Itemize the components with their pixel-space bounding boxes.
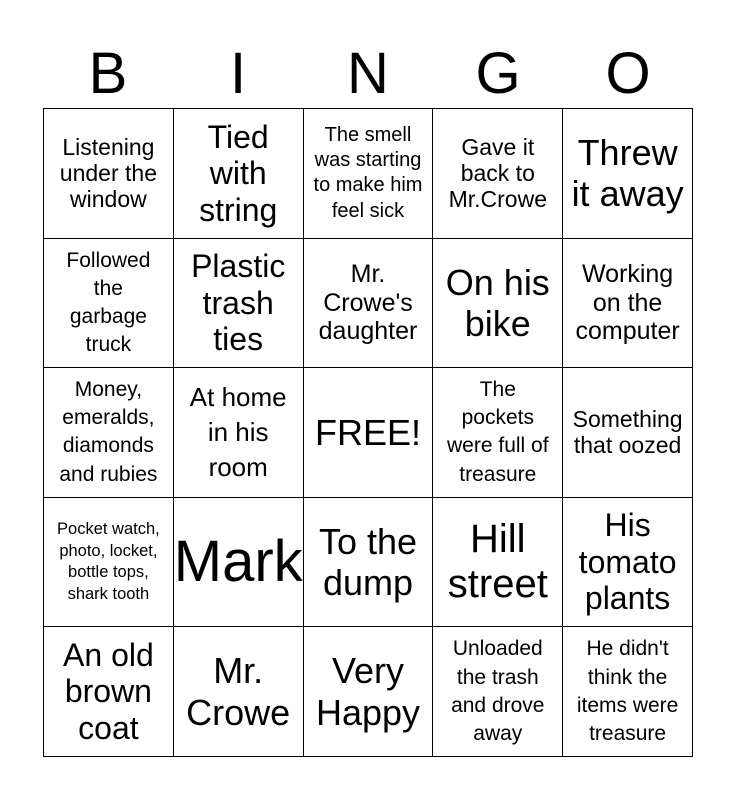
bingo-cell-r3-c1[interactable]: Money, emeralds, diamonds and rubies	[44, 368, 174, 498]
bingo-cell-r1-c2[interactable]: Tied with string	[174, 109, 304, 239]
bingo-cell-r2-c2[interactable]: Plastic trash ties	[174, 239, 304, 369]
bingo-cell-r5-c5[interactable]: He didn't think the items were treasure	[563, 627, 693, 757]
header-letter-g: G	[475, 41, 521, 106]
bingo-cell-r1-c1[interactable]: Listening under the window	[44, 109, 174, 239]
bingo-cell-r1-c4[interactable]: Gave it back to Mr.Crowe	[433, 109, 563, 239]
free-space[interactable]: FREE!	[304, 368, 434, 498]
bingo-card-grid	[43, 108, 693, 757]
bingo-cell-r5-c4[interactable]: Unloaded the trash and drove away	[433, 627, 563, 757]
bingo-cell-r2-c5[interactable]: Working on the computer	[563, 239, 693, 369]
header-letter-n: N	[347, 41, 389, 106]
bingo-cell-r4-c4[interactable]: Hill street	[433, 498, 563, 628]
bingo-cell-r5-c1[interactable]: An old brown coat	[44, 627, 174, 757]
bingo-cell-r3-c5[interactable]: Something that oozed	[563, 368, 693, 498]
bingo-cell-r4-c2[interactable]: Mark	[174, 498, 304, 628]
bingo-cell-r1-c5[interactable]: Threw it away	[563, 109, 693, 239]
bingo-cell-r3-c4[interactable]: The pockets were full of treasure	[433, 368, 563, 498]
bingo-cell-r5-c3[interactable]: Very Happy	[304, 627, 434, 757]
bingo-cell-r1-c3[interactable]: The smell was starting to make him feel sick	[304, 109, 434, 239]
bingo-cell-r4-c3[interactable]: To the dump	[304, 498, 434, 628]
bingo-cell-r2-c4[interactable]: On his bike	[433, 239, 563, 369]
bingo-header	[43, 40, 693, 108]
header-letter-i: I	[229, 41, 247, 106]
bingo-cell-r4-c5[interactable]: His tomato plants	[563, 498, 693, 628]
bingo-cell-r2-c3[interactable]: Mr. Crowe's daughter	[304, 239, 434, 369]
header-letter-o: O	[605, 41, 651, 106]
bingo-cell-r3-c2[interactable]: At home in his room	[174, 368, 304, 498]
header-letter-b: B	[88, 41, 128, 106]
bingo-cell-r4-c1[interactable]: Pocket watch, photo, locket, bottle tops, shark tooth	[44, 498, 174, 628]
bingo-cell-r2-c1[interactable]: Followed the garbage truck	[44, 239, 174, 369]
bingo-cell-r5-c2[interactable]: Mr. Crowe	[174, 627, 304, 757]
